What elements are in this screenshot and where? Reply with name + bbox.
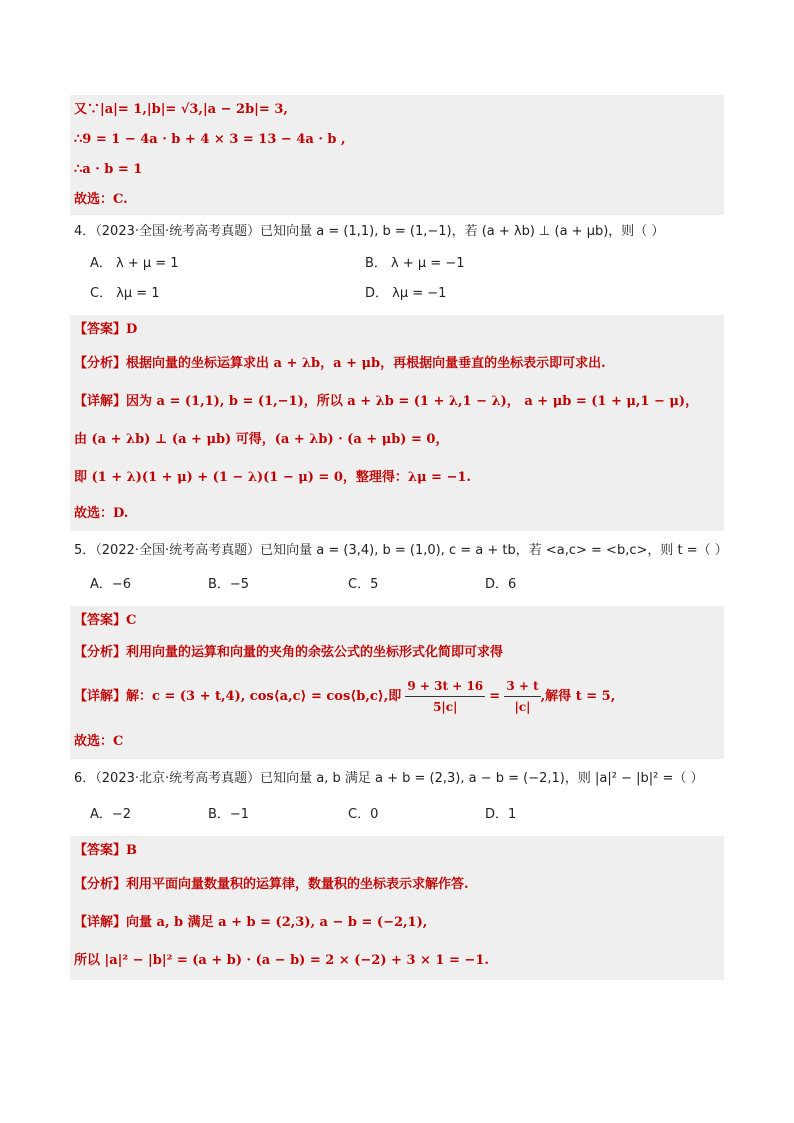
question-4-option-b: B． λ + μ = −1 <box>365 256 465 271</box>
question-4-answer: 【答案】D <box>74 322 138 337</box>
question-4-stem: 4．（2023·全国·统考高考真题）已知向量 a = (1,1), b = (1,−1)，若 (a + λb) ⊥ (a + μb)，则（ ） <box>74 224 665 239</box>
question-4-options-row-2 <box>70 279 724 309</box>
question-6-stem: 6．（2023·北京·统考高考真题）已知向量 a, b 满足 a + b = (2,3), a − b = (−2,1)，则 |a|² − |b|² =（ ） <box>74 771 704 786</box>
question-4-option-c: C． λμ = 1 <box>90 286 160 301</box>
question-5-option-d: D．6 <box>485 577 517 592</box>
question-6-option-d: D．1 <box>485 807 517 822</box>
prev-solution-choose: 故选：C. <box>74 192 128 207</box>
question-6-detail-1: 【详解】向量 a, b 满足 a + b = (2,3), a − b = (−2,1), <box>74 915 428 930</box>
document-page <box>70 95 728 980</box>
question-4-choose: 故选：D. <box>74 506 129 521</box>
question-6-solution <box>70 836 724 980</box>
fraction-left: $\frac{9 + 3t + 16}{5|c|}$ <box>405 676 485 717</box>
question-5-stem: 5．（2022·全国·统考高考真题）已知向量 a = (3,4), b = (1,0), c = a + tb，若 <a,c> = <b,c>，则 t =（ ） <box>74 543 728 558</box>
question-6-option-a: A．−2 <box>90 807 132 822</box>
prev-solution-line-2: ∴9 = 1 − 4a · b + 4 × 3 = 13 − 4a · b , <box>74 132 346 147</box>
question-6-analysis: 【分析】利用平面向量数量积的运算律，数量积的坐标表示求解作答. <box>74 877 469 892</box>
question-4-analysis: 【分析】根据向量的坐标运算求出 a + λb，a + μb，再根据向量垂直的坐标表示即可求出. <box>74 356 606 371</box>
question-6-answer: 【答案】B <box>74 843 138 858</box>
question-4-solution <box>70 315 724 531</box>
question-5-choose: 故选：C <box>74 734 124 749</box>
question-5-answer: 【答案】C <box>74 613 137 628</box>
prev-solution-line-1: 又∵|a|= 1,|b|= √3,|a − 2b|= 3, <box>74 102 288 117</box>
question-5-option-a: A．−6 <box>90 577 132 592</box>
question-4-detail-2: 由 (a + λb) ⊥ (a + μb) 可得，(a + λb) · (a + μb) = 0， <box>74 432 449 447</box>
question-5-solution <box>70 606 724 759</box>
question-4-option-d: D． λμ = −1 <box>365 286 447 301</box>
fraction-right: $\frac{3 + t}{|c|}$ <box>504 676 540 717</box>
prev-solution-block <box>70 95 724 215</box>
question-4-options-row-1 <box>70 249 724 279</box>
question-6-option-b: B．−1 <box>208 807 250 822</box>
question-4-option-a: A． λ + μ = 1 <box>90 256 179 271</box>
prev-solution-line-3: ∴a · b = 1 <box>74 162 143 177</box>
question-5-option-b: B．−5 <box>208 577 250 592</box>
question-4-detail-3: 即 (1 + λ)(1 + μ) + (1 − λ)(1 − μ) = 0，整理得：λμ = −1. <box>74 470 471 485</box>
question-6-options-row <box>70 796 724 830</box>
question-5-options-row <box>70 568 724 600</box>
question-5-option-c: C．5 <box>348 577 379 592</box>
question-5-detail: 【详解】解：c = (3 + t,4), cos⟨a,c⟩ = cos⟨b,c⟩,即 $\frac{9 + 3t + 16}{5|c|}$ = $\frac{3 + t}{|c|}$ ,解得 t = 5, <box>70 670 724 725</box>
question-6-option-c: C．0 <box>348 807 379 822</box>
question-4-detail-1: 【详解】因为 a = (1,1), b = (1,−1)，所以 a + λb = (1 + λ,1 − λ)， a + μb = (1 + μ,1 − μ)， <box>74 394 699 409</box>
question-6-detail-2: 所以 |a|² − |b|² = (a + b) · (a − b) = 2 × (−2) + 3 × 1 = −1. <box>74 953 489 968</box>
question-5-analysis: 【分析】利用向量的运算和向量的夹角的余弦公式的坐标形式化简即可求得 <box>74 645 504 660</box>
